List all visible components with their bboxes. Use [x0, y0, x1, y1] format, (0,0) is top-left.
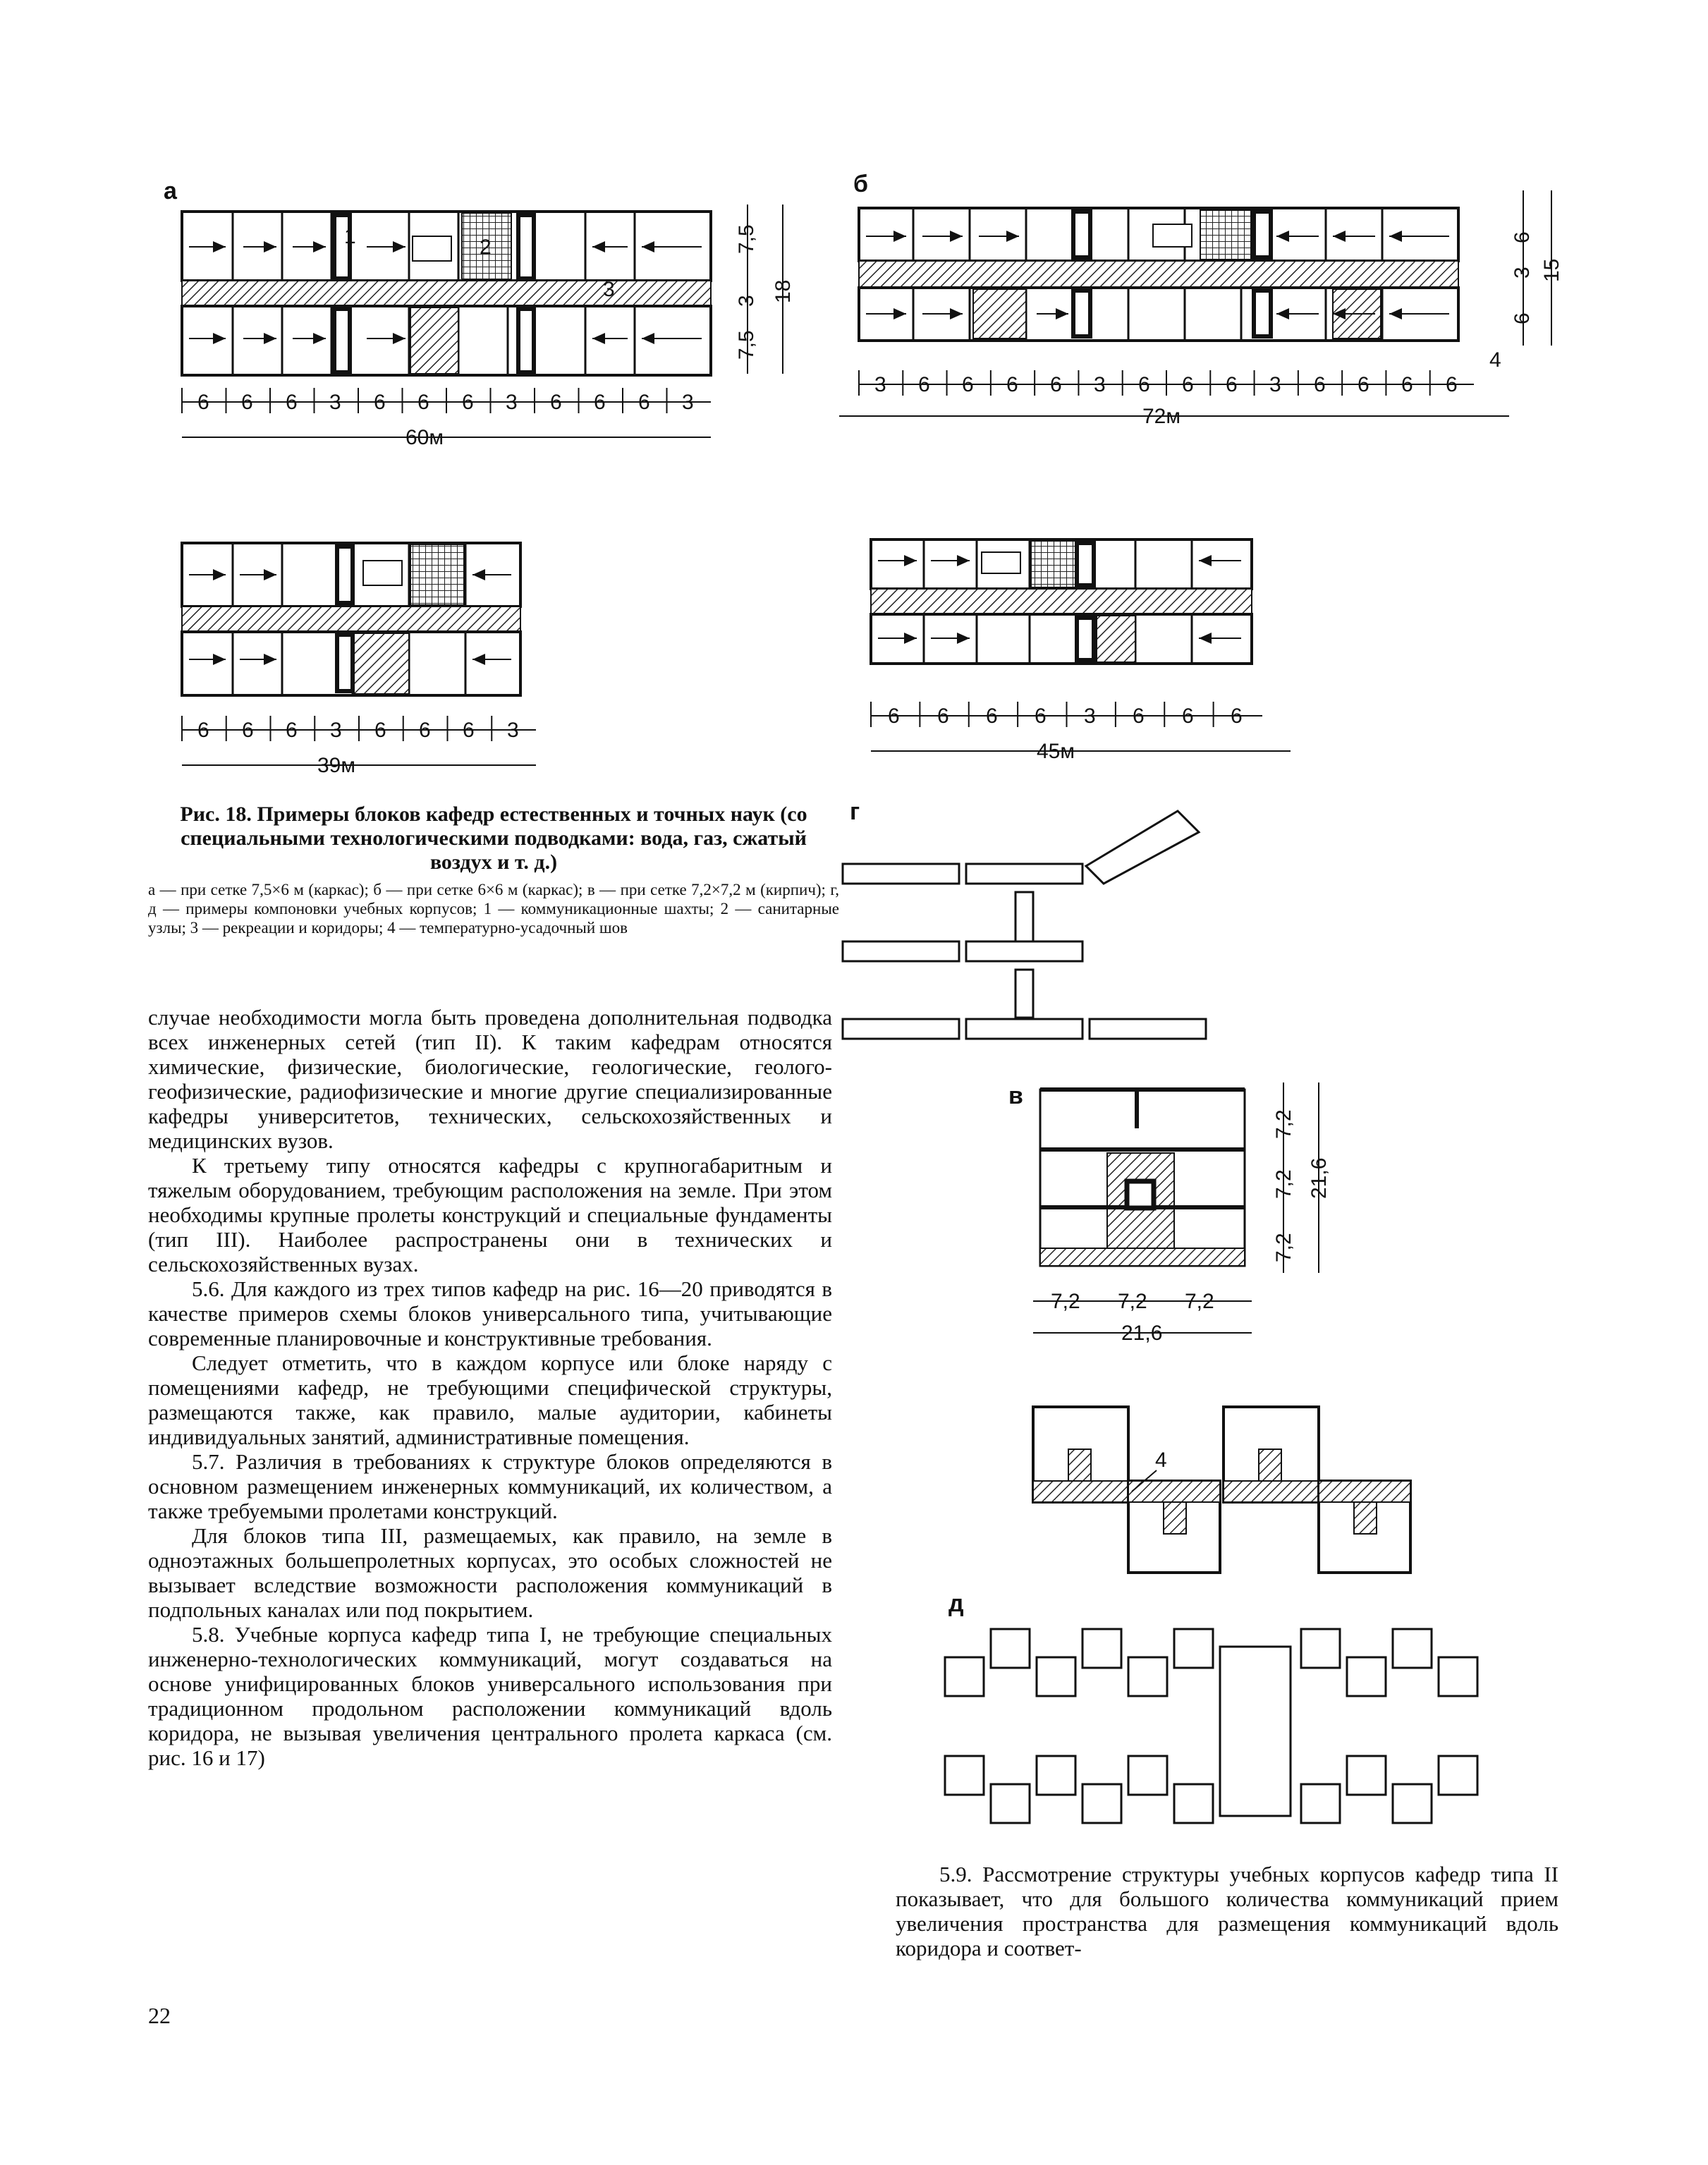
- panel-d-label: д: [948, 1590, 964, 1617]
- dimension-label: 6: [962, 373, 974, 396]
- dimension-label: 3: [507, 719, 519, 742]
- dimension-label: 6: [638, 391, 650, 414]
- panel-d: [945, 1590, 1477, 1823]
- svg-text:7,2: 7,2: [1051, 1290, 1080, 1313]
- dimension-label: 6: [1446, 373, 1458, 396]
- dimension-label: 6: [1050, 373, 1062, 396]
- svg-text:6: 6: [1511, 312, 1534, 324]
- panel-a-total: 60м: [405, 426, 444, 449]
- dimension-label: 3: [1094, 373, 1106, 396]
- figure-caption: [148, 803, 839, 937]
- dimension-label: 6: [1226, 373, 1238, 396]
- dimension-label: 6: [1006, 373, 1018, 396]
- svg-text:3: 3: [1511, 267, 1534, 279]
- dimension-label: 6: [197, 719, 209, 742]
- marker-1: 1: [344, 225, 356, 248]
- panel-b-total: 72м: [1142, 405, 1181, 428]
- dimension-label: 6: [463, 719, 475, 742]
- page-number: 22: [148, 2003, 171, 2028]
- panel-v-total-bottom: 21,6: [1121, 1322, 1163, 1345]
- panel-g: [843, 798, 1206, 1039]
- dimension-label: 3: [682, 391, 694, 414]
- dimension-label: 6: [1138, 373, 1150, 396]
- svg-text:7,2: 7,2: [1118, 1290, 1147, 1313]
- dimension-label: 6: [1182, 705, 1194, 728]
- dimension-label: 6: [1358, 373, 1370, 396]
- svg-text:7,2: 7,2: [1272, 1169, 1295, 1199]
- dimension-label: 6: [594, 391, 606, 414]
- dimension-label: 6: [241, 391, 253, 414]
- paragraph: 5.9. Рассмотрение структуры учебных корпусов кафедр типа II показывает, что для большого количества коммуникаций прием увеличения пространства для размещения коммуникаций вдоль коридора и соответ-: [896, 1862, 1558, 1960]
- panel-g-label: г: [850, 798, 860, 825]
- marker-2: 2: [480, 236, 492, 259]
- dimension-label: 6: [918, 373, 930, 396]
- panel-a2: [182, 543, 536, 777]
- dimension-label: 6: [286, 391, 298, 414]
- dimension-label: 6: [197, 391, 209, 414]
- dimension-label: 6: [242, 719, 254, 742]
- dimension-label: 3: [506, 391, 518, 414]
- dimension-label: 6: [888, 705, 900, 728]
- panel-v-label: в: [1008, 1082, 1023, 1109]
- paragraph: Для блоков типа III, размещаемых, как правило, на земле в одноэтажных большепролетных корпусах, это особых сложностей не вызывает вследствие возможности расположения коммуникаций в подпольных каналах или под покрытием.: [148, 1523, 832, 1622]
- panel-b-label: б: [853, 171, 869, 197]
- paragraph: 5.6. Для каждого из трех типов кафедр на рис. 16—20 приводятся в качестве примеров схемы блоков универсального типа, учитывающие современные планировочные и конструктивные требования.: [148, 1276, 832, 1350]
- svg-text:18: 18: [771, 279, 795, 303]
- svg-text:6: 6: [1511, 231, 1534, 243]
- dimension-label: 3: [330, 719, 342, 742]
- dimension-label: 6: [1231, 705, 1243, 728]
- paragraph: Следует отметить, что в каждом корпусе или блоке наряду с помещениями кафедр, не требующими специфической структуры, размещаются также, как правило, малые аудитории, кабинеты индивидуальных занятий, административные помещения.: [148, 1350, 832, 1449]
- staggered-blocks: [1033, 1407, 1410, 1573]
- dimension-label: 3: [329, 391, 341, 414]
- dimension-label: 6: [462, 391, 474, 414]
- dimension-label: 6: [1314, 373, 1326, 396]
- dimension-label: 6: [374, 719, 386, 742]
- dimension-label: 6: [1182, 373, 1194, 396]
- dimension-label: 6: [550, 391, 562, 414]
- dimension-label: 3: [874, 373, 886, 396]
- dimension-label: 6: [1035, 705, 1047, 728]
- panel-b2: [871, 539, 1291, 763]
- svg-text:7,2: 7,2: [1272, 1233, 1295, 1262]
- panel-v-total-side: 21,6: [1307, 1157, 1331, 1199]
- paragraph: 5.7. Различия в требованиях к структуре блоков определяются в основном размещением инженерных коммуникаций, их количеством, а также требуемыми пролетами конструкций.: [148, 1449, 832, 1523]
- paragraph: случае необходимости могла быть проведена дополнительная подводка всех инженерных сетей (тип II). К таким кафедрам относятся химические, физические, биологические, геологические, геолого-геофизические, радиофизические и многие другие специализированные кафедры университетов, технических, сельскохозяйственных и медицинских вузов.: [148, 1005, 832, 1153]
- paragraph: 5.8. Учебные корпуса кафедр типа I, не требующие специальных инженерно-технологических коммуникаций, могут создаваться на основе унифицированных блоков универсального использования при традиционном продольном расположении коммуникаций вдоль коридора, не вызывая увеличения центрального пролета каркаса (см. рис. 16 и 17): [148, 1622, 832, 1770]
- panel-a-label: а: [164, 178, 177, 205]
- svg-text:7,2: 7,2: [1185, 1290, 1214, 1313]
- panel-v: [1008, 1082, 1331, 1345]
- panel-a: [164, 178, 795, 449]
- dimension-label: 6: [374, 391, 386, 414]
- svg-text:7,5: 7,5: [735, 330, 758, 360]
- paragraph: К третьему типу относятся кафедры с крупногабаритным и тяжелым оборудованием, требующим расположения на земле. При этом необходимы крупные пролеты конструкций и специальные фундаменты (тип III). Наиболее распространены они в технических и сельскохозяйственных вузах.: [148, 1153, 832, 1276]
- panel-a2-total: 39м: [317, 754, 355, 777]
- figure-legend: а — при сетке 7,5×6 м (каркас); б — при сетке 6×6 м (каркас); в — при сетке 7,2×7,2 м (кирпич); г, д — примеры компоновки учебных корпусов; 1 — коммуникационные шахты; 2 — санитарные узлы; 3 — рекреации и коридоры; 4 — температурно-усадочный шов: [148, 881, 839, 937]
- svg-text:7,5: 7,5: [735, 224, 758, 254]
- dimension-label: 6: [1401, 373, 1413, 396]
- dimension-label: 6: [419, 719, 431, 742]
- dimension-label: 6: [286, 719, 298, 742]
- dimension-label: 6: [417, 391, 429, 414]
- joint-marker-4: 4: [1155, 1449, 1167, 1472]
- panel-b: [839, 171, 1563, 428]
- svg-text:15: 15: [1540, 258, 1563, 282]
- dimension-label: 3: [1269, 373, 1281, 396]
- dimension-label: 6: [986, 705, 998, 728]
- dimension-label: 3: [1084, 705, 1096, 728]
- right-column: [896, 1862, 1558, 1960]
- svg-text:7,2: 7,2: [1272, 1109, 1295, 1139]
- figure-title: Рис. 18. Примеры блоков кафедр естественных и точных наук (со специальными технологическими подводками: вода, газ, сжатый воздух и т. д.): [180, 803, 807, 874]
- panel-b2-total: 45м: [1037, 740, 1075, 763]
- dimension-label: 6: [937, 705, 949, 728]
- dimension-label: 6: [1133, 705, 1145, 728]
- left-column: [148, 1005, 832, 1770]
- panel-b-marker-4: 4: [1489, 348, 1501, 372]
- svg-text:3: 3: [735, 295, 758, 307]
- marker-3: 3: [603, 278, 615, 301]
